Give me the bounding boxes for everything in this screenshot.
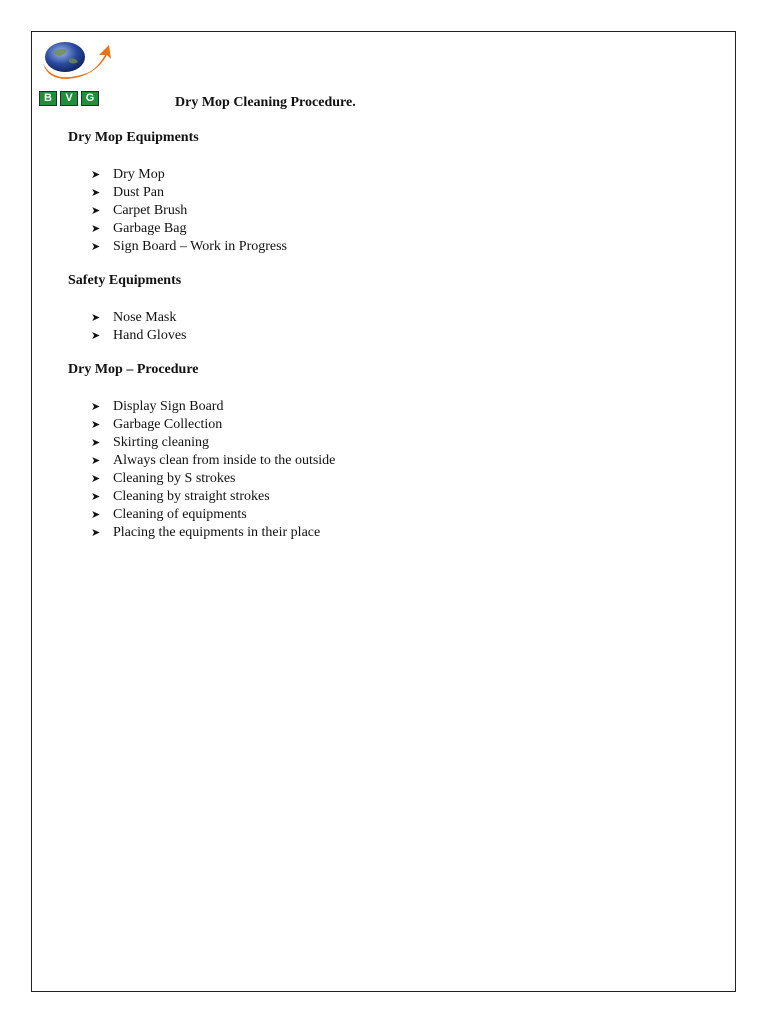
list-item	[91, 309, 187, 327]
list-item	[91, 470, 335, 488]
list-item	[91, 452, 335, 470]
list-item-label: Nose Mask	[113, 310, 177, 325]
list-item	[91, 220, 287, 238]
list-item	[91, 184, 287, 202]
arrow-bullet-icon: ➤	[91, 401, 101, 413]
list-item	[91, 524, 335, 542]
list-item-label: Dry Mop	[113, 167, 165, 182]
arrow-bullet-icon: ➤	[91, 527, 101, 539]
arrow-bullet-icon: ➤	[91, 169, 101, 181]
arrow-bullet-icon: ➤	[91, 330, 101, 342]
list-item-label: Cleaning by S strokes	[113, 471, 236, 486]
list-item	[91, 434, 335, 452]
list-item	[91, 506, 335, 524]
bvg-logo	[39, 37, 111, 109]
dry-mop-procedure-list	[91, 398, 335, 542]
list-item-label: Skirting cleaning	[113, 435, 210, 450]
arrow-bullet-icon: ➤	[91, 241, 101, 253]
arrow-bullet-icon: ➤	[91, 223, 101, 235]
logo-letter: B	[39, 91, 57, 106]
logo-letter: G	[81, 91, 99, 106]
section-heading-safety-equipments: Safety Equipments	[68, 273, 182, 288]
arrow-bullet-icon: ➤	[91, 509, 101, 521]
arrow-bullet-icon: ➤	[91, 187, 101, 199]
arrow-bullet-icon: ➤	[91, 419, 101, 431]
document-title: Dry Mop Cleaning Procedure.	[175, 95, 356, 110]
list-item-label: Display Sign Board	[113, 399, 224, 414]
list-item-label: Garbage Bag	[113, 221, 187, 236]
list-item	[91, 416, 335, 434]
globe-icon	[39, 37, 111, 93]
arrow-bullet-icon: ➤	[91, 473, 101, 485]
logo-letter: V	[60, 91, 78, 106]
list-item-label: Garbage Collection	[113, 417, 223, 432]
list-item	[91, 238, 287, 256]
list-item-label: Placing the equipments in their place	[113, 525, 321, 540]
list-item	[91, 166, 287, 184]
list-item	[91, 327, 187, 345]
list-item	[91, 398, 335, 416]
section-heading-dry-mop-equipments: Dry Mop Equipments	[68, 130, 199, 145]
safety-equipments-list	[91, 309, 187, 345]
list-item	[91, 202, 287, 220]
document-page	[31, 31, 736, 992]
dry-mop-equipments-list	[91, 166, 287, 256]
list-item-label: Always clean from inside to the outside	[113, 453, 336, 468]
section-heading-dry-mop-procedure: Dry Mop – Procedure	[68, 362, 199, 377]
list-item-label: Cleaning by straight strokes	[113, 489, 270, 504]
arrow-bullet-icon: ➤	[91, 312, 101, 324]
list-item-label: Carpet Brush	[113, 203, 188, 218]
bvg-letters	[39, 91, 99, 106]
list-item-label: Sign Board – Work in Progress	[113, 239, 288, 254]
list-item-label: Cleaning of equipments	[113, 507, 247, 522]
list-item-label: Dust Pan	[113, 185, 164, 200]
list-item	[91, 488, 335, 506]
arrow-bullet-icon: ➤	[91, 491, 101, 503]
arrow-bullet-icon: ➤	[91, 205, 101, 217]
arrow-bullet-icon: ➤	[91, 455, 101, 467]
list-item-label: Hand Gloves	[113, 328, 187, 343]
arrow-bullet-icon: ➤	[91, 437, 101, 449]
